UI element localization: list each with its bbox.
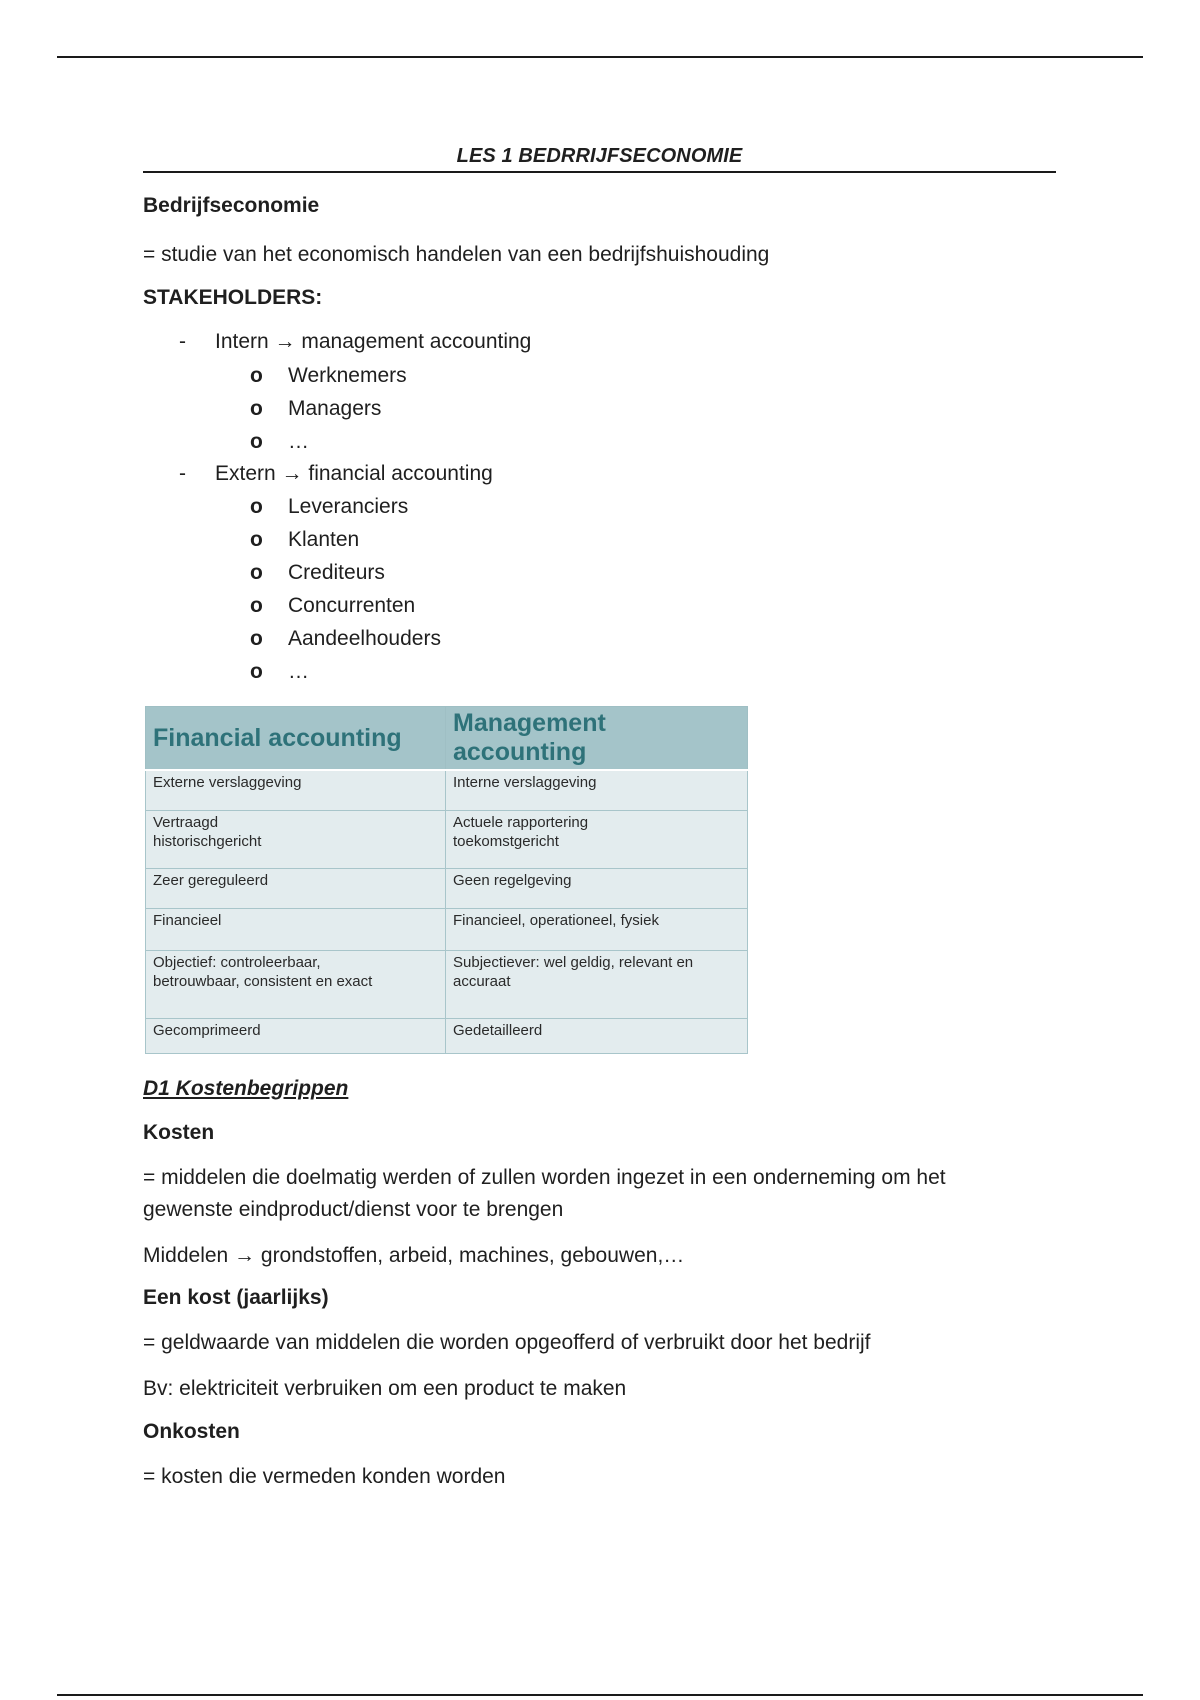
page-bottom-rule [57, 1694, 1143, 1696]
list-item-label: … [288, 660, 309, 683]
list-item-label: Concurrenten [288, 594, 416, 617]
list-item [143, 556, 1056, 589]
heading-d1-kostenbegrippen: D1 Kostenbegrippen [143, 1076, 349, 1100]
heading-bedrijfseconomie: Bedrijfseconomie [143, 194, 320, 217]
table-cell: Objectief: controleerbaar, betrouwbaar, consistent en exact [146, 950, 446, 1018]
list-item-label: … [288, 429, 309, 453]
list-item [143, 523, 1056, 556]
table-cell: Gecomprimeerd [146, 1018, 446, 1053]
table-cell: Externe verslaggeving [146, 770, 446, 810]
list-item [143, 622, 1056, 655]
table-row [146, 950, 748, 1018]
list-item [143, 589, 1056, 622]
list-item-label: Crediteurs [288, 561, 385, 584]
circle-bullet-icon: o [250, 660, 263, 683]
table-cell: Gedetailleerd [446, 1018, 748, 1053]
table-cell: Actuele rapportering toekomstgericht [446, 810, 748, 868]
page-top-rule [57, 56, 1143, 58]
circle-bullet-icon: o [250, 528, 263, 551]
table-cell: Financieel [146, 908, 446, 950]
list-item [143, 359, 1056, 392]
table-cell: Geen regelgeving [446, 868, 748, 908]
table-row [146, 868, 748, 908]
circle-bullet-icon: o [250, 594, 263, 617]
table-cell: Interne verslaggeving [446, 770, 748, 810]
definition-een-kost: = geldwaarde van middelen die worden opgeofferd of verbruikt door het bedrijf [143, 1330, 871, 1354]
middelen-text: Middelen → grondstoffen, arbeid, machines, gebouwen,… [143, 1243, 685, 1267]
heading-stakeholders: STAKEHOLDERS: [143, 286, 323, 309]
table-row [146, 1018, 748, 1053]
column-header-management: Management accounting [446, 707, 748, 771]
circle-bullet-icon: o [250, 363, 263, 387]
list-item-intern [143, 326, 1056, 359]
list-item [143, 655, 1056, 688]
circle-bullet-icon: o [250, 429, 263, 453]
table-header-row [146, 707, 748, 771]
list-item-label: Aandeelhouders [288, 627, 441, 650]
table-row [146, 770, 748, 810]
definition-onkosten: = kosten die vermeden konden worden [143, 1464, 506, 1488]
dash-bullet-icon: - [179, 330, 186, 353]
list-item-label: Managers [288, 396, 382, 420]
document-page [143, 143, 1056, 1493]
table-cell: Vertraagd historischgericht [146, 810, 446, 868]
table-cell: Zeer gereguleerd [146, 868, 446, 908]
accounting-comparison-table [145, 706, 748, 1054]
column-header-financial: Financial accounting [146, 707, 446, 771]
table-row [146, 810, 748, 868]
list-item [143, 490, 1056, 523]
definition-kosten-line2: gewenste eindproduct/dienst voor te brengen [143, 1197, 564, 1221]
list-item-extern [143, 458, 1056, 491]
list-item-label: Leveranciers [288, 495, 409, 518]
list-item-label: Extern → financial accounting [215, 461, 493, 485]
table-cell: Subjectiever: wel geldig, relevant en accuraat [446, 950, 748, 1018]
definition-kosten-line1: = middelen die doelmatig werden of zullen worden ingezet in een onderneming om het [143, 1165, 946, 1189]
example-text: Bv: elektriciteit verbruiken om een product te maken [143, 1376, 627, 1400]
heading-onkosten: Onkosten [143, 1419, 240, 1443]
definition-bedrijfseconomie: = studie van het economisch handelen van een bedrijfshuishouding [143, 243, 770, 266]
dash-bullet-icon: - [179, 461, 186, 485]
circle-bullet-icon: o [250, 627, 263, 650]
list-item [143, 392, 1056, 425]
table-row [146, 908, 748, 950]
heading-kosten: Kosten [143, 1120, 215, 1144]
list-item-label: Klanten [288, 528, 360, 551]
document-title: LES 1 BEDRRIJFSECONOMIE [143, 143, 1056, 173]
table-cell: Financieel, operationeel, fysiek [446, 908, 748, 950]
list-item [143, 425, 1056, 458]
circle-bullet-icon: o [250, 561, 263, 584]
heading-een-kost: Een kost (jaarlijks) [143, 1285, 329, 1309]
circle-bullet-icon: o [250, 495, 263, 518]
stakeholders-list [143, 326, 1056, 688]
circle-bullet-icon: o [250, 396, 263, 420]
list-item-label: Werknemers [288, 363, 407, 387]
list-item-label: Intern → management accounting [215, 330, 532, 353]
